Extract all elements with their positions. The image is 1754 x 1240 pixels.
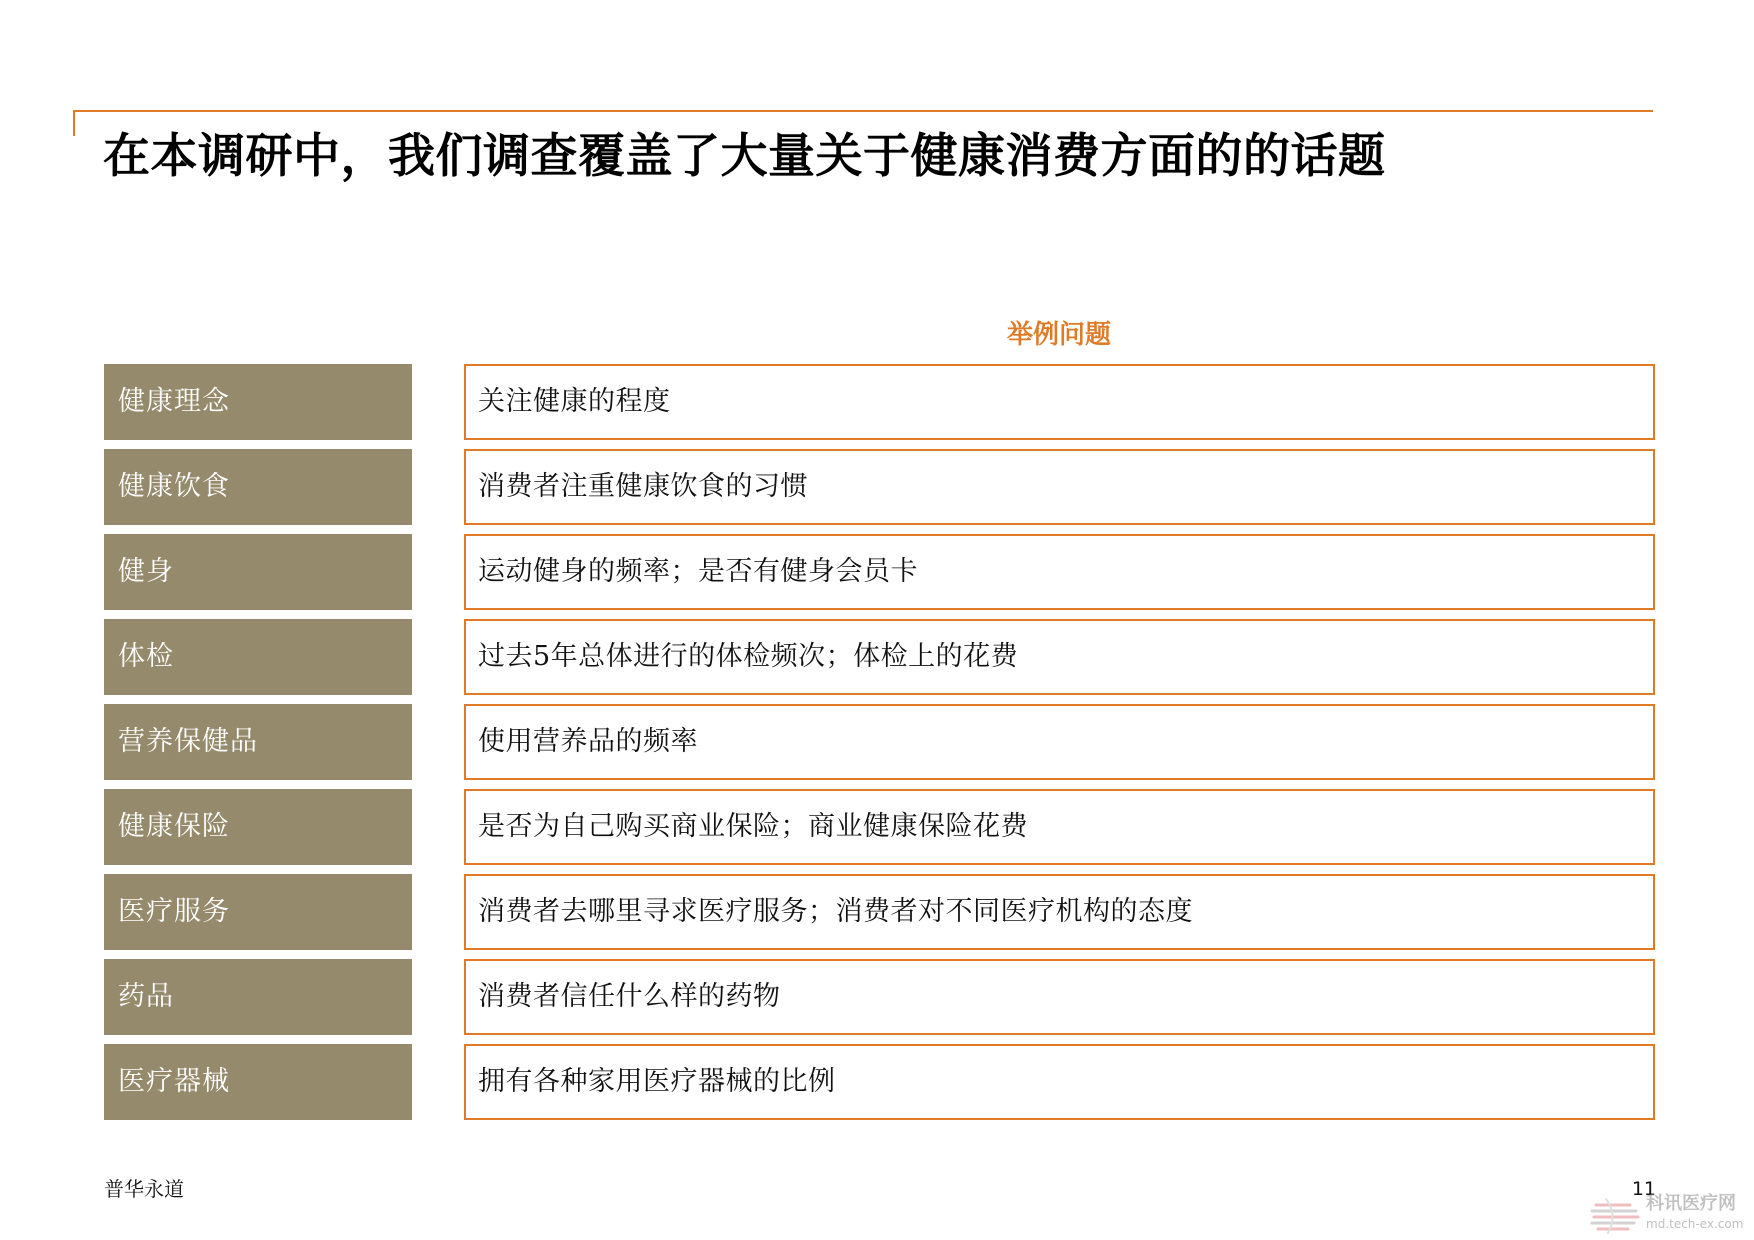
topic-row xyxy=(104,619,1655,695)
striped-globe-logo-icon xyxy=(1590,1197,1642,1235)
topic-category: 健康理念 xyxy=(104,364,412,440)
topic-category: 医疗器械 xyxy=(104,1044,412,1120)
topic-row xyxy=(104,1044,1655,1120)
topic-question: 是否为自己购买商业保险；商业健康保险花费 xyxy=(464,789,1655,865)
topic-question: 消费者注重健康饮食的习惯 xyxy=(464,449,1655,525)
topic-row xyxy=(104,874,1655,950)
watermark xyxy=(1590,1193,1750,1238)
topic-category: 健康保险 xyxy=(104,789,412,865)
topic-question: 关注健康的程度 xyxy=(464,364,1655,440)
topic-question: 消费者信任什么样的药物 xyxy=(464,959,1655,1035)
footer-source: 普华永道 xyxy=(104,1177,184,1201)
topic-row xyxy=(104,449,1655,525)
page-title: 在本调研中，我们调查覆盖了大量关于健康消费方面的的话题 xyxy=(103,129,1386,184)
topic-list xyxy=(104,364,1655,1129)
topic-row xyxy=(104,959,1655,1035)
topic-question: 使用营养品的频率 xyxy=(464,704,1655,780)
topic-question: 消费者去哪里寻求医疗服务；消费者对不同医疗机构的态度 xyxy=(464,874,1655,950)
topic-category: 健康饮食 xyxy=(104,449,412,525)
topic-row xyxy=(104,364,1655,440)
topic-row xyxy=(104,789,1655,865)
topic-category: 药品 xyxy=(104,959,412,1035)
page-number: 11 xyxy=(1631,1178,1656,1200)
topic-category: 体检 xyxy=(104,619,412,695)
topic-category: 营养保健品 xyxy=(104,704,412,780)
topic-row xyxy=(104,704,1655,780)
title-divider-tick xyxy=(73,110,75,136)
topic-category: 医疗服务 xyxy=(104,874,412,950)
watermark-name: 科讯医疗网 xyxy=(1646,1193,1736,1214)
column-heading: 举例问题 xyxy=(1006,320,1111,350)
topic-row xyxy=(104,534,1655,610)
watermark-url: md.tech-ex.com xyxy=(1646,1217,1744,1231)
topic-category: 健身 xyxy=(104,534,412,610)
topic-question: 运动健身的频率；是否有健身会员卡 xyxy=(464,534,1655,610)
title-divider-line xyxy=(73,110,1653,112)
topic-question: 拥有各种家用医疗器械的比例 xyxy=(464,1044,1655,1120)
topic-question: 过去5年总体进行的体检频次；体检上的花费 xyxy=(464,619,1655,695)
